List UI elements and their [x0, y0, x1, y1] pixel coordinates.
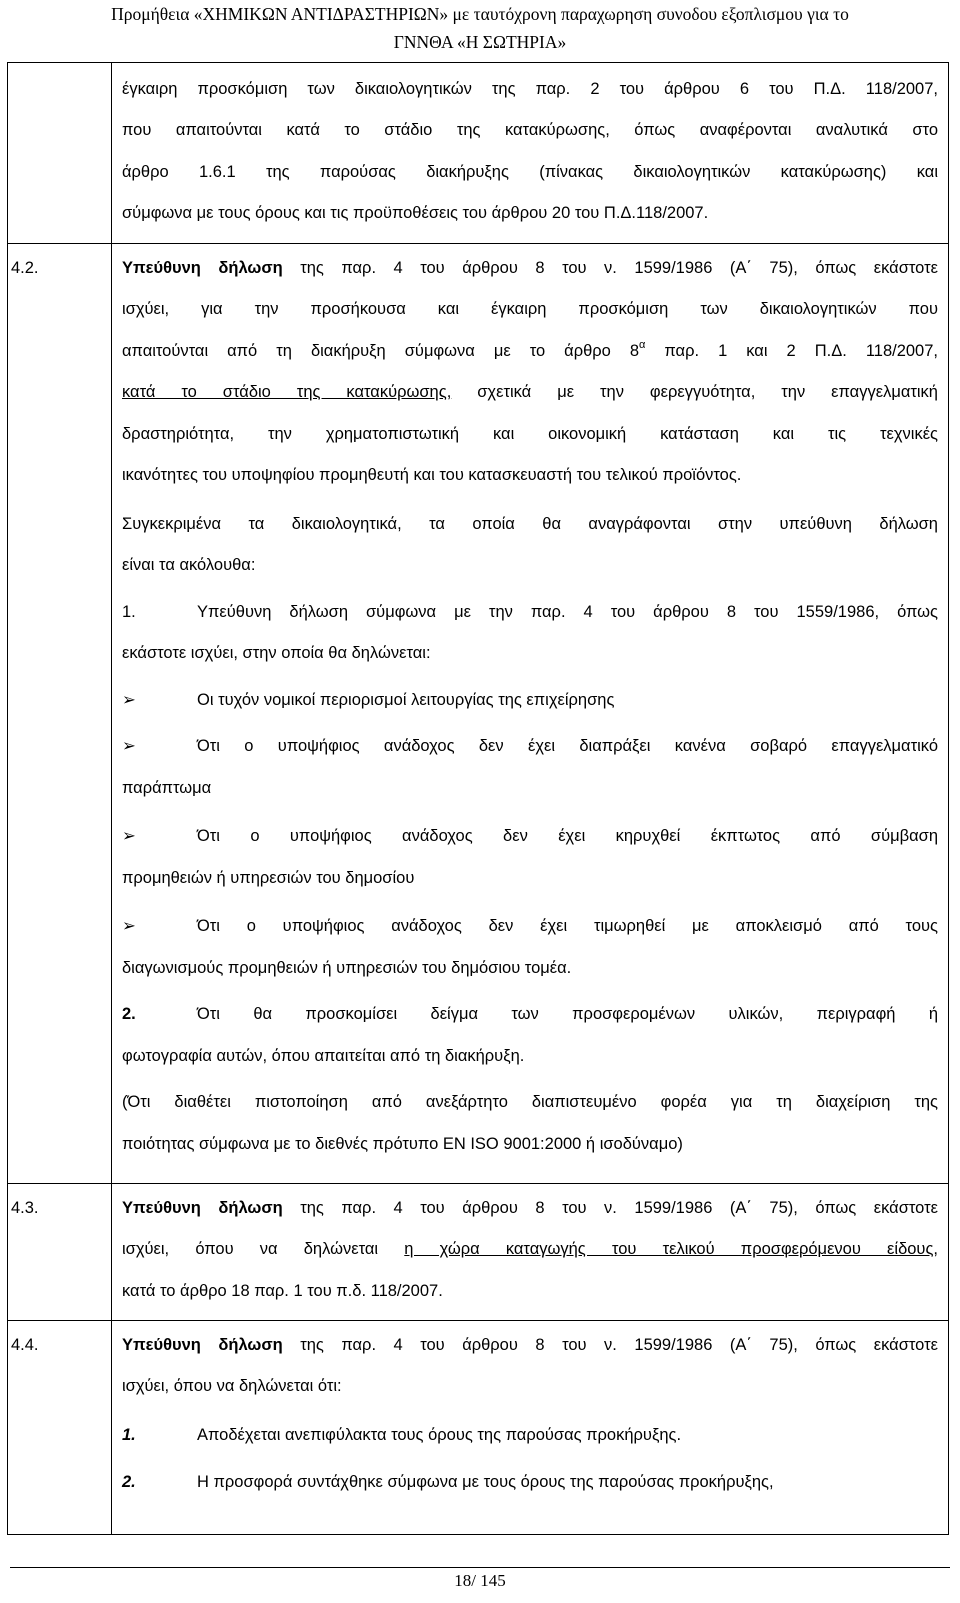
intro-row: [8, 63, 948, 224]
section-line: Συγκεκριμένα τα δικαιολογητικά, τα οποία θα αναγράφονται στην υπεύθυνη δήλωση: [122, 515, 938, 533]
section-line: φωτογραφία αυτών, όπου απαιτείται από τη διακήρυξη.: [122, 1047, 525, 1065]
section-4-4-content: [122, 1333, 938, 1533]
underlined-phrase: η χώρα καταγωγής του τελικού προσφερόμενου είδους: [404, 1240, 934, 1258]
section-number: 4.4.: [11, 1336, 39, 1354]
intro-line: έγκαιρη προσκόμιση των δικαιολογητικών της παρ. 2 του άρθρου 6 του Π.Δ. 118/2007,: [122, 80, 938, 98]
page-number: 18/ 145: [454, 1571, 506, 1590]
section-line: Υπεύθυνη δήλωση της παρ. 4 του άρθρου 8 του ν. 1599/1986 (Α΄ 75), όπως εκάστοτε: [122, 1199, 938, 1217]
section-4-3-content: [122, 1196, 938, 1316]
section-title: Υπεύθυνη δήλωση: [122, 1199, 283, 1217]
section-line: ισχύει, όπου να δηλώνεται ότι:: [122, 1377, 342, 1395]
arrow-bullet-icon: ➢: [122, 917, 136, 935]
bullet-item: ➢ Ότι ο υποψήφιος ανάδοχος δεν έχει τιμωρηθεί με αποκλεισμό από τους: [122, 914, 938, 938]
arrow-bullet-icon: ➢: [122, 737, 136, 755]
item-number: 2.: [122, 1473, 136, 1491]
section-number: 4.3.: [11, 1199, 39, 1217]
section-line: δραστηριότητα, την χρηματοπιστωτική και οικονομική κατάσταση και τις τεχνικές: [122, 425, 938, 443]
numbered-item: 2. Η προσφορά συντάχθηκε σύμφωνα με τους όρους της παρούσας προκήρυξης,: [122, 1470, 938, 1494]
numbered-item-1: 1. Υπεύθυνη δήλωση σύμφωνα με την παρ. 4 του άρθρου 8 του 1559/1986, όπως: [122, 600, 938, 624]
section-title: Υπεύθυνη δήλωση: [122, 1336, 283, 1354]
page-footer: [0, 1538, 960, 1598]
bullet-continuation: παράπτωμα: [122, 779, 212, 797]
numbered-item-2: 2. Ότι θα προσκομίσει δείγμα των προσφερομένων υλικών, περιγραφή ή: [122, 1002, 938, 1026]
superscript: α: [639, 339, 646, 351]
item-number: 1.: [122, 603, 136, 621]
header-line-2: ΓΝΝΘΑ «Η ΣΩΤΗΡΙΑ»: [393, 32, 567, 52]
content-table: [7, 62, 949, 1535]
underlined-phrase: κατά το στάδιο της κατακύρωσης,: [122, 383, 452, 401]
bullet-continuation: διαγωνισμούς προμηθειών ή υπηρεσιών του δημόσιου τομέα.: [122, 959, 572, 977]
section-line: κατά το στάδιο της κατακύρωσης, σχετικά με την φερεγγυότητα, την επαγγελματική: [122, 383, 938, 401]
intro-line: σύμφωνα με τους όρους και τις προϋποθέσεις του άρθρου 20 του Π.Δ.118/2007.: [122, 204, 709, 222]
section-title: Υπεύθυνη δήλωση: [122, 259, 283, 277]
section-line: ικανότητες του υποψηφίου προμηθευτή και του κατασκευαστή του τελικού προϊόντος.: [122, 466, 742, 484]
section-4-3-row: [8, 1183, 948, 1320]
section-line: ποιότητας σύμφωνα με το διεθνές πρότυπο EN ISO 9001:2000 ή ισοδύναμο): [122, 1135, 683, 1153]
arrow-bullet-icon: ➢: [122, 691, 136, 709]
section-line: ισχύει, για την προσήκουσα και έγκαιρη προσκόμιση των δικαιολογητικών που: [122, 300, 938, 318]
item-number: 2.: [122, 1005, 136, 1023]
footer-rule: [10, 1567, 950, 1568]
section-line: ισχύει, όπου να δηλώνεται η χώρα καταγωγής του τελικού προσφερόμενου είδους,: [122, 1240, 938, 1258]
section-4-2-content: [122, 256, 938, 1176]
section-line: είναι τα ακόλουθα:: [122, 556, 256, 574]
item-number: 1.: [122, 1426, 136, 1444]
section-4-4-row: [8, 1320, 948, 1534]
section-line: Υπεύθυνη δήλωση της παρ. 4 του άρθρου 8 του ν. 1599/1986 (Α΄ 75), όπως εκάστοτε: [122, 1336, 938, 1354]
page-header: [0, 0, 960, 58]
section-line: απαιτούνται από τη διακήρυξη σύμφωνα με το άρθρο $8^\alpha$ παρ. 1 και 2 Π.Δ. 118/2007,: [122, 339, 938, 360]
intro-line: που απαιτούνται κατά το στάδιο της κατακύρωσης, όπως αναφέρονται αναλυτικά στο: [122, 121, 938, 139]
bullet-item: ➢ Οι τυχόν νομικοί περιορισμοί λειτουργίας της επιχείρησης: [122, 688, 938, 712]
header-line-1: Προμήθεια «ΧΗΜΙΚΩΝ ΑΝΤΙΔΡΑΣΤΗΡΙΩΝ» με ταυτόχρονη παραχωρηση συνοδου εξοπλισμου για το: [111, 4, 849, 24]
bullet-continuation: προμηθειών ή υπηρεσιών του δημοσίου: [122, 869, 415, 887]
section-line: Υπεύθυνη δήλωση της παρ. 4 του άρθρου 8 του ν. 1599/1986 (Α΄ 75), όπως εκάστοτε: [122, 259, 938, 277]
section-4-2-row: [8, 243, 948, 1183]
arrow-bullet-icon: ➢: [122, 827, 136, 845]
section-line: εκάστοτε ισχύει, στην οποία θα δηλώνεται:: [122, 644, 431, 662]
bullet-item: ➢ Ότι ο υποψήφιος ανάδοχος δεν έχει διαπράξει κανένα σοβαρό επαγγελματικό: [122, 734, 938, 758]
intro-content: [122, 77, 938, 225]
numbered-item: 1. Αποδέχεται ανεπιφύλακτα τους όρους της παρούσας προκήρυξης.: [122, 1423, 938, 1447]
intro-line: άρθρο 1.6.1 της παρούσας διακήρυξης (πίνακας δικαιολογητικών κατακύρωσης) και: [122, 163, 938, 181]
bullet-item: ➢ Ότι ο υποψήφιος ανάδοχος δεν έχει κηρυχθεί έκπτωτος από σύμβαση: [122, 824, 938, 848]
section-number: 4.2.: [11, 259, 39, 277]
section-line: (Ότι διαθέτει πιστοποίηση από ανεξάρτητο διαπιστευμένο φορέα για τη διαχείριση της: [122, 1093, 938, 1111]
section-line: κατά το άρθρο 18 παρ. 1 του π.δ. 118/2007.: [122, 1282, 443, 1300]
